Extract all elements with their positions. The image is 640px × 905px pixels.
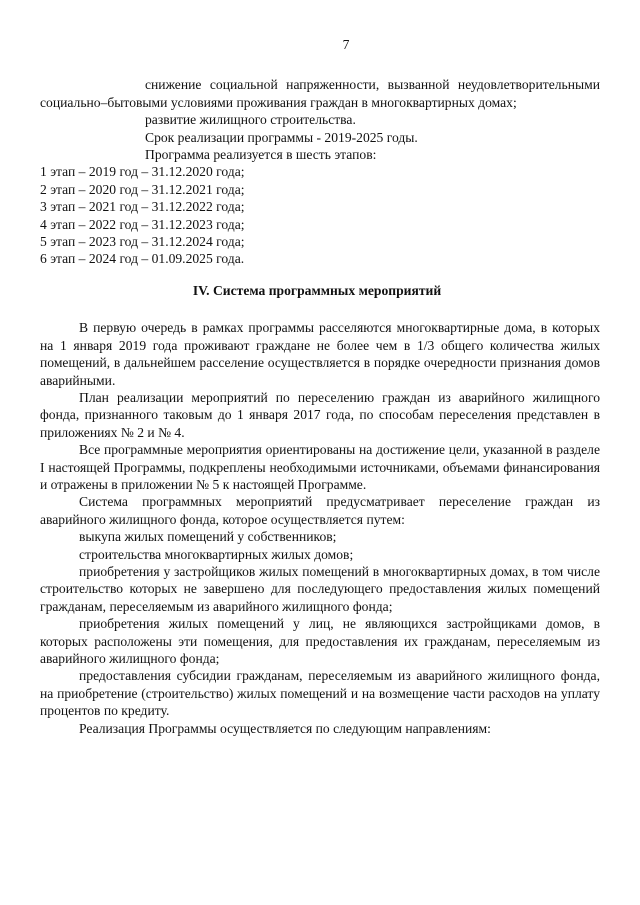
stage-item: 2 этап – 2020 год – 31.12.2021 года; [40,181,245,197]
paragraph-program-activities: Все программные мероприятия ориентированы на достижение цели, указанной в разделе I настоящей Программы, подкреплены необходимыми источниками, объемами финансирования и отражены в приложении № 5 к настоящей Программе. [40,442,600,492]
paragraph-activities-system: Система программных мероприятий предусматривает переселение граждан из аварийного жилищного фонда, которое осуществляется путем: [40,494,600,527]
stage-item: 4 этап – 2022 год – 31.12.2023 года; [40,216,245,232]
list-item-subsidies: предоставления субсидии гражданам, переселяемым из аварийного жилищного фонда, на приобретение (строительство) жилых помещений и на возмещение части расходов на уплату процентов по кредиту. [40,668,600,719]
list-item-construction: строительства многоквартирных жилых домов; [79,546,354,562]
paragraph-implementation-directions: Реализация Программы осуществляется по следующим направлениям: [79,720,491,736]
list-item-purchase-from-non-developers: приобретения жилых помещений у лиц, не являющихся застройщиками домов, в которых расположены эти помещения, для предоставления их гражданам, переселяемым из аварийного жилищного фонда; [40,616,600,666]
stage-item: 6 этап – 2024 год – 01.09.2025 года. [40,251,245,267]
section-body [40,319,600,737]
paragraph-social-tension: снижение социальной напряженности, вызванной неудовлетворительными социально–бытовыми условиями проживания граждан в многоквартирных домах; [40,77,600,110]
list-item-buyout: выкупа жилых помещений у собственников; [79,529,337,545]
stage-item: 3 этап – 2021 год – 31.12.2022 года; [40,199,245,215]
stage-item: 5 этап – 2023 год – 31.12.2024 года; [40,234,245,250]
paragraph-implementation-plan: План реализации мероприятий по переселению граждан из аварийного жилищного фонда, признанного таковым до 1 января 2017 года, по способам переселения представлен в приложениях № 2 и № 4. [40,389,600,440]
page-number: 7 [342,37,350,52]
paragraph-priority-resettlement: В первую очередь в рамках программы расселяются многоквартирные дома, в которых на 1 января 2019 года проживают граждане не более чем в 1/3 общего количества жилых помещений, в дальнейшем расселение осуществляется в порядке очередности признания домов аварийными. [40,320,600,388]
section-title: IV. Система программных мероприятий [192,282,442,298]
paragraph-six-stages: Программа реализуется в шесть этапов: [145,147,377,163]
stage-item: 1 этап – 2019 год – 31.12.2020 года; [40,164,245,180]
paragraph-program-term: Срок реализации программы - 2019-2025 годы. [145,129,418,145]
paragraph-housing-development: развитие жилищного строительства. [145,112,356,128]
list-item-purchase-from-developers: приобретения у застройщиков жилых помещений в многоквартирных домах, в том числе строительство которых не завершено для последующего предоставления жилых помещений гражданам, переселяемым из аварийного жилищного фонда; [40,563,600,614]
stages-list [40,163,600,267]
